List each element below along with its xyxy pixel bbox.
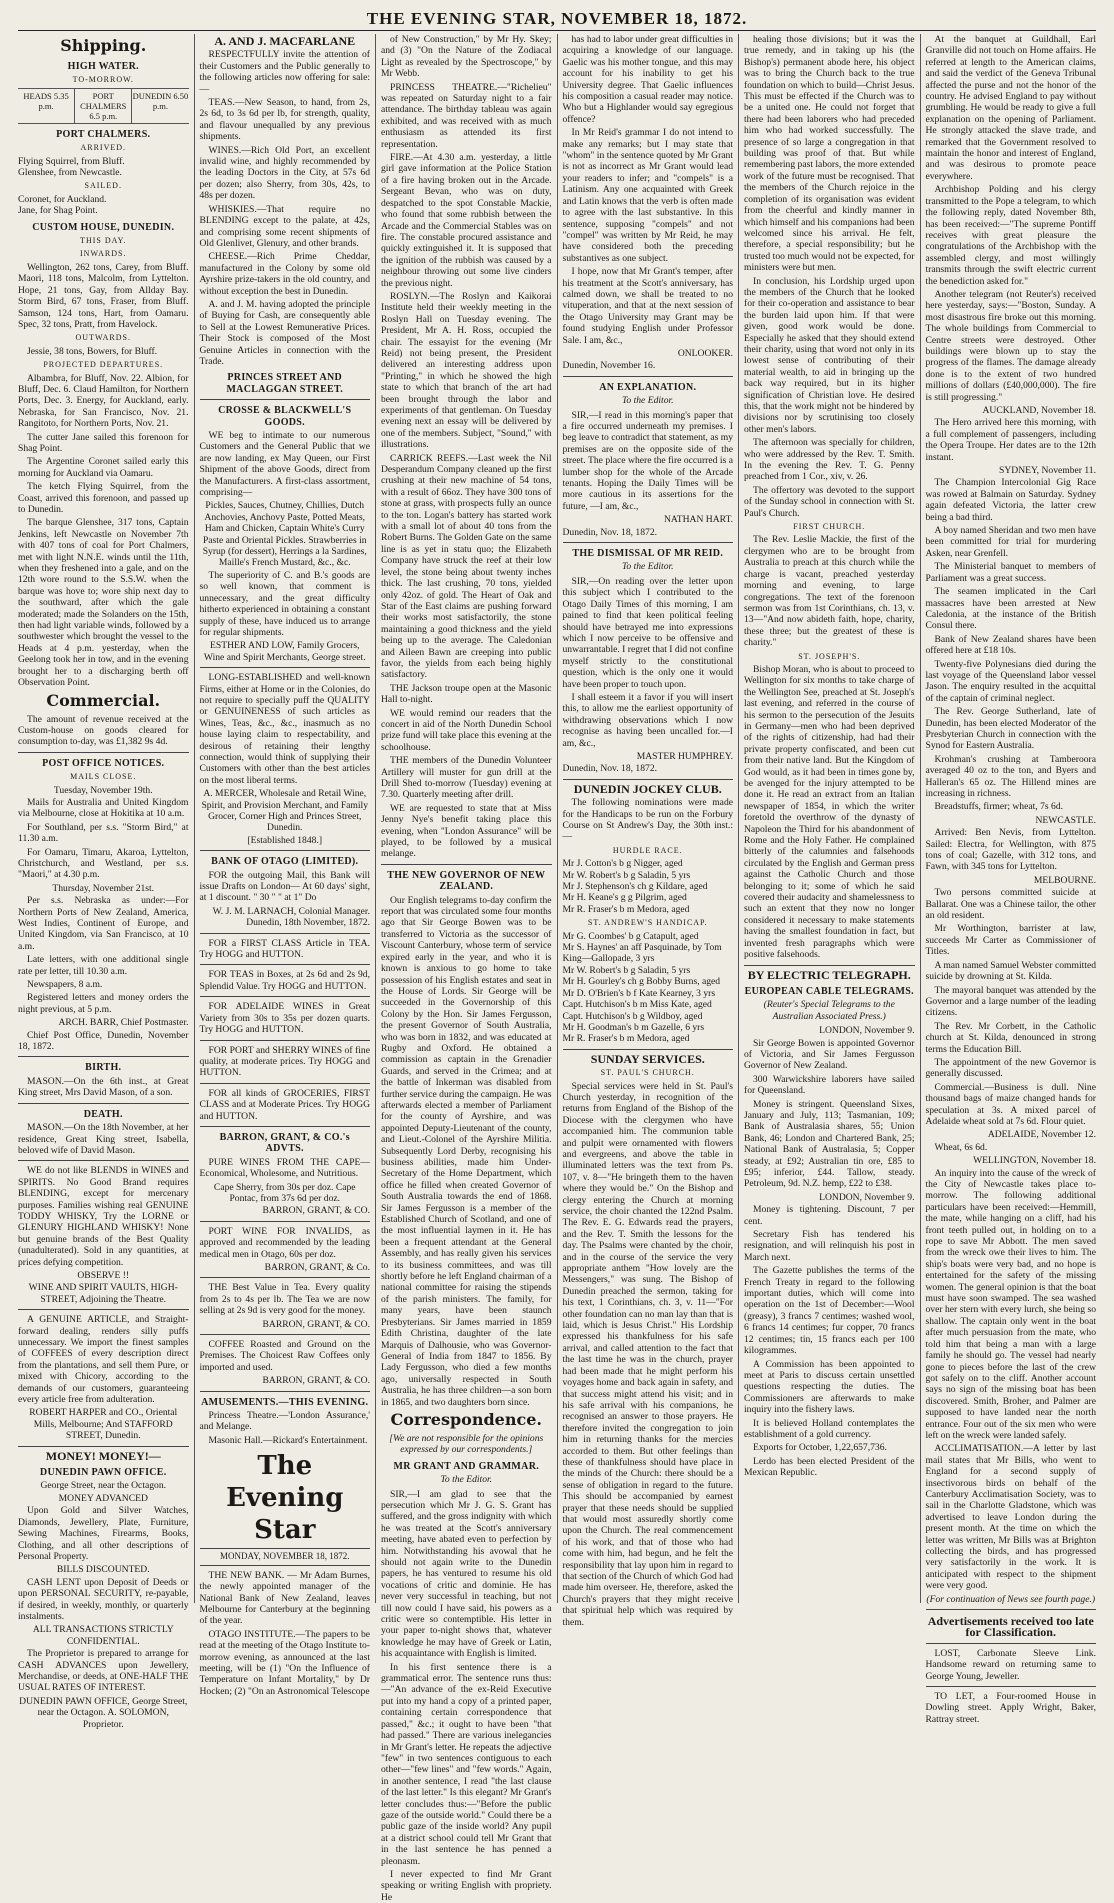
telegram-paragraph: Secretary Fish has tendered his resignation, and will relinquish his post in March next. bbox=[744, 1229, 915, 1263]
race-entry: Mr D. O'Brien's b f Kate Kearney, 3 yrs bbox=[562, 987, 716, 999]
birth-notice: MASON.—On the 6th inst., at Great King street, Mrs David Mason, of a son. bbox=[18, 1075, 189, 1099]
hurdle-race-label: HURDLE RACE. bbox=[612, 845, 683, 855]
arrived-line: Flying Squirrel, from Bluff. bbox=[18, 155, 125, 167]
amusement-item: Princess Theatre.—'London Assurance,' and Melange. bbox=[199, 1410, 370, 1433]
column-2 bbox=[194, 34, 376, 1697]
telegram-paragraph: The Rev. Mr Corbett, in the Catholic church at St. Kilda, denounced in strong terms the Education Bill. bbox=[925, 1020, 1096, 1055]
telegram-paragraph: Breadstuffs, firmer; wheat, 7s 6d. bbox=[934, 801, 1064, 813]
post-office-paragraph: Per s.s. Nebraska as under:—For Northern Ports of New Zealand, America, West Indies, Continent of Europe, and United Kingdom, via San Francisco, at 10 a.m. bbox=[18, 895, 189, 952]
pawn-paragraph: The Proprietor is prepared to arrange for CASH ADVANCES upon Jewellery, Merchandise, or deeds, at ONE-HALF THE USUAL RATES OF INTEREST. bbox=[18, 1648, 189, 1694]
shipping-paragraph: The barque Glenshee, 317 tons, Captain Jenkins, left Newcastle on November 7th with 407 tons of coal for Port Chalmers, met with light N.N.E. winds until the 11th, when they freshened into a gale, and on the 12th wore round to the S.S.W. when the barque was hove to; wore ship next day to the southward, after which the gale moderated; made the Solanders on the 15th, then had light variable winds, followed by a southwester which brought the vessel to the Heads at 4 p.m. yesterday, when the Geelong took her in tow, and in the evening brought her to a discharging berth off Observation Point. bbox=[18, 517, 189, 689]
dateline: SYDNEY, November 11. bbox=[999, 465, 1096, 477]
telegram-paragraph: Commercial.—Business is dull. Nine thousand bags of maize changed hands for speculation at 3s. A mixed parcel of Adelaide wheat sold at 7s 6d. Flour quiet. bbox=[925, 1081, 1096, 1127]
post-office-paragraph: Late letters, with one additional single rate per letter, till 10.30 a.m. bbox=[18, 954, 189, 977]
post-office-paragraph: For Southland, per s.s. "Storm Bird," at 11.30 a.m. bbox=[18, 821, 189, 845]
evening-star-title: The Evening Star bbox=[226, 1451, 344, 1546]
barron-signature: BARRON, GRANT, & CO. bbox=[262, 1375, 370, 1387]
crosse-blackwell-heading: CROSSE & BLACKWELL'S GOODS. bbox=[218, 405, 352, 428]
letter-paragraph: has had to labor under great difficulties in acquiring a knowledge of our language. Gaelic was his mother tongue, and this may account for his inability to get his University degree. That Gaelic influences his composition a casual reader may notice. Who but a Highlander would say egregious offence? bbox=[562, 34, 733, 125]
letter-signature: NATHAN HART. bbox=[663, 514, 733, 526]
divider bbox=[18, 1160, 189, 1161]
services-paragraph: healing those divisions; but it was the true remedy, and in taking up his (the Bishop's) permanent abode here, his object was to bring the Church back to the true foundation on which to build—Christ Jesus. This must be effected if the Church was to be a united one. He could not forget that there had been laborers who had preceded him who had worked successfully. The presence of so large a congregation in that building was proof of that. But while remembering past labors, the more extended work of the future must be recognised. That the members of the Church rejoice in the completion of its organisation was evident from the cheerful and kindly manner in which himself and his companions had been welcomed since his arrival. He felt, therefore, a special responsibility; but he trusted too much would not be expected, for ministers were but men. bbox=[744, 34, 915, 274]
late-adverts-heading: Advertisements received too late for Classification. bbox=[927, 1614, 1094, 1640]
telegram-paragraph: At the banquet at Guildhall, Earl Granville did not touch on Home affairs. He referred at length to the American claims, and said the verdict of the Geneva Tribunal affected the purse and not the honor of the country. He advised England to pay without grumbling. He would be ready to give a full explanation on the opening of Parliament. He strongly attacked the slave trade, and remarked that the Government resolved to maintain the honor and interest of England, and was desirous to promote peace everywhere. bbox=[925, 34, 1096, 182]
tide-dunedin: DUNEDIN 6.50 p.m. bbox=[131, 89, 188, 123]
mercer-advert: LONG-ESTABLISHED and well-known Firms, either at Home or in the Colonies, do not require to specially puff the QUALITY or GENUINENESS of such articles as Wines, Teas, &c., &c., inasmuch as no house laying claim to respectability, and desirous of retaining their lengthy connection, would think of supplying their Customers with other than the best articles on the most liberal terms. bbox=[199, 672, 370, 786]
pawn-heading: DUNEDIN PAWN OFFICE. bbox=[39, 1467, 167, 1479]
tea-advert: THE Best Value in Tea. Every quality from 2s to 4s per lb. The Tea we are now selling at 2s 9d is very good for the money. bbox=[199, 1282, 370, 1317]
telegram-paragraph: The Gazette publishes the terms of the French Treaty in regard to the following important duties, which will come into operation on the 1st of December:—Wool (greasy), 3 francs 7 centimes; washed wool, 6 francs 14 centimes; fur copper, 70 francs 12 centimes; tin, 15 francs each per 100 kilogrammes. bbox=[744, 1265, 915, 1357]
dateline: WELLINGTON, November 18. bbox=[973, 1155, 1096, 1167]
dateline: NEWCASTLE. bbox=[1035, 814, 1096, 826]
divider bbox=[200, 1040, 371, 1041]
divider bbox=[563, 542, 734, 543]
port-wine-advert: PORT WINE FOR INVALIDS, as approved and recommended by the leading medical men in Otago, 60s per doz. bbox=[199, 1225, 370, 1260]
macfarlane-policy: A. and J. M. having adopted the principle of Buying for Cash, are consequently able to Sell at the Lowest Remunerative Prices. Their Stock is composed of the Most Genuine Articles in connection with the Trade. bbox=[199, 298, 370, 367]
race-entry: Mr G. Coombes' b g Catapult, aged bbox=[562, 930, 699, 942]
shipping-paragraph: The Argentine Coronet sailed early this morning for Auckland via Oamaru. bbox=[18, 456, 189, 479]
macfarlane-address: PRINCES STREET AND MACLAGGAN STREET. bbox=[226, 372, 344, 395]
harper-signature: ROBERT HARPER and CO., Oriental Mills, Melbourne; And STAFFORD STREET, Dunedin. bbox=[29, 1407, 178, 1442]
divider bbox=[18, 1056, 189, 1057]
news-paragraph: THE NEW BANK. — Mr Adam Burnes, the newly appointed manager of the National Bank of New Zealand, leaves Melbourne for Canterbury at the beginning of the year. bbox=[199, 1569, 370, 1627]
telegram-paragraph: Lerdo has been elected President of the Mexican Republic. bbox=[744, 1455, 915, 1479]
post-office-paragraph: Registered letters and money orders the night previous, at 5 p.m. bbox=[18, 992, 189, 1015]
divider bbox=[381, 864, 552, 865]
telegram-paragraph: Money is stringent. Queensland Sixes, January and July, 113; Tasmanian, 109; Bank of Australasia shares, 55; Union Bank, 46; London and Chartered Bank, 25; National Bank of Australasia, 5; Copper steady, at £92; Australian tin ore, £85 to £95; inferior, £44. Tallow, steady. Petroleum, 9d. N.Z. hemp, £22 to £38. bbox=[744, 1098, 915, 1190]
divider bbox=[200, 1391, 371, 1392]
letter-paragraph: I never expected to find Mr Grant speaking or writing English with propriety. He bbox=[381, 1868, 552, 1903]
high-water-heading: HIGH WATER. bbox=[67, 61, 139, 72]
pawn-address: George Street, near the Octagon. bbox=[40, 1480, 167, 1492]
divider bbox=[926, 1686, 1097, 1687]
sailed-line: Jane, for Shag Point. bbox=[18, 205, 98, 217]
news-paragraph: FIRE.—At 4.30 a.m. yesterday, a little girl gave information at the Police Station of a fire having broken out in the Arcade. Sergeant Bevan, who was on duty, despatched to the spot Constable Mackie, who found that some rubbish between the Arcade and the Commercial Stables was on fire. The constable procured assistance and quickly extinguished it. It is supposed that the ignition of the rubbish was caused by a neighbour throwing out some live cinders the previous night. bbox=[381, 152, 552, 289]
telegram-paragraph: The Ministerial banquet to members of Parliament was a great success. bbox=[925, 561, 1096, 584]
macfarlane-title: A. AND J. MACFARLANE bbox=[214, 34, 356, 48]
tide-heads: HEADS 5.35 p.m. bbox=[23, 90, 69, 111]
pawn-signature: DUNEDIN PAWN OFFICE, George Street, near the Octagon. A. SOLOMON, Proprietor. bbox=[19, 1695, 188, 1730]
money-heading: MONEY! MONEY!— bbox=[45, 1448, 161, 1463]
column-4 bbox=[557, 34, 739, 1628]
divider bbox=[200, 996, 371, 997]
telegram-paragraph: A Commission has been appointed to meet at Paris to discuss certain unsettled questions respecting the duties. The Commissioners are afterwards to make inquiry into the fishery laws. bbox=[744, 1358, 915, 1416]
money-advanced-label: MONEY ADVANCED bbox=[58, 1492, 148, 1504]
dateline: AUCKLAND, November 18. bbox=[982, 405, 1096, 416]
sunday-services-heading: SUNDAY SERVICES. bbox=[590, 1051, 705, 1066]
governor-article: Our English telegrams to-day confirm the report that was circulated some four months ago that Sir George Bowen was to be transferred to Victoria as the successor of Viscount Canterbury, whose term of service expired early in the year, and who it is known is anxious to go home to take possession of his English estates and seat in the House of Lords. Sir George will be succeeded in the Governorship of this Colony by the Hon. Sir James Fergusson, the present Governor of South Australia, who was born in 1832, and was educated at Rugby and Oxford. He obtained a commission as captain in the Grenadier Guards, and served in the Crimea; and at the battle of Inkerman was disabled from further service during the campaign. He was afterwards elected a member of Parliament for the county of Ayrshire, and was appointed Deputy-Lieutenant of the county, and Lieut.-Colonel of the Ayrshire Militia. Subsequently Lord Derby, recognising his business abilities, made him Under-Secretary of the Home Department, which office he filled when created Governor of South Australia towards the end of 1868. Sir James Fergusson is a member of the Established Church of Scotland, and one of the most influential laymen in it. He has been a frequent attendant at the General Assembly, and has really given his services to its business committees, and was till shortly before he left England chairman of a national committee for raising the stipends of the parish ministers. The family, for many years, have been staunch Presbyterians. Sir James married in 1859 Edith Christina, daughter of the late Marquis of Dalhousie, who was Governor-General of India from 1847 to 1856. By Lady Fergusson, who died a few months ago, universally respected in South Australia, he has three children—a son born in 1865, and two daughters born since. bbox=[381, 894, 552, 1408]
macfarlane-wines: WINES.—Rich Old Port, an excellent invalid wine, and highly recommended by the leading Doctors in the City, at 57s 6d per dozen; also Sherry, from 30s, 42s, to 48s per dozen. bbox=[199, 144, 370, 202]
post-office-date: Tuesday, November 19th. bbox=[53, 784, 153, 796]
sailed-label: SAILED. bbox=[84, 181, 122, 191]
services-paragraph: The Rev. Leslie Mackie, the first of the clergymen who are to be brought from Australia to preach at this church while the charge is vacant, preached yesterday morning and evening, to large congregations. The text of the forenoon sermon was from 1st Corinthians, ch. 13, v. 13—"And now abideth faith, hope, charity, these three; but the greatest of these is charity." bbox=[744, 534, 915, 649]
port-chalmers-heading: PORT CHALMERS. bbox=[56, 128, 151, 140]
shipping-paragraph: The cutter Jane sailed this forenoon for Shag Point. bbox=[18, 431, 189, 454]
divider bbox=[18, 1103, 189, 1104]
divider bbox=[200, 1221, 371, 1222]
coffee-roasted-advert: COFFEE Roasted and Ground on the Premises. The Choicest Raw Coffees only imported and used. bbox=[199, 1339, 370, 1373]
columns bbox=[18, 34, 1096, 1903]
macfarlane-cheese: CHEESE.—Rich Prime Cheddar, manufactured in the Colony by some old Ayrshire prize-takers in the old country, and without exception the best in Dunedin. bbox=[199, 251, 370, 297]
telegram-paragraph: Another telegram (not Reuter's) received here yesterday, says:—"Boston, Sunday. A most disastrous fire broke out this morning. The whole buildings from Commercial to Centre streets were destroyed. Other buildings were blown up to stay the progress of the flames. The damage already done is to the extent of two hundred millions of dollars (£40,000,000). The fire is still progressing." bbox=[925, 288, 1096, 403]
race-entry: Mr W. Robert's b g Saladin, 5 yrs bbox=[562, 964, 691, 976]
bills-label: BILLS DISCOUNTED. bbox=[56, 1564, 150, 1576]
to-editor-label: To the Editor. bbox=[621, 395, 674, 407]
telegraph-heading: BY ELECTRIC TELEGRAPH. bbox=[747, 967, 911, 982]
news-paragraph: WE would remind our readers that the concert in aid of the North Dunedin School prize fund will take place this evening at the schoolhouse. bbox=[381, 707, 552, 753]
divider bbox=[926, 1609, 1097, 1610]
letter-paragraph: SIR,—I read in this morning's paper that a fire occurred underneath my premises. I beg leave to contradict that statement, as my premises are on the opposite side of the street. The place where the fire occurred is a lumber shop for the whole of the Arcade tenants. Hoping the Daily Times will be more cautious in its assertions for the future, —I am, &c., bbox=[562, 409, 733, 512]
macfarlane-intro: RESPECTFULLY invite the attention of their Customers and the Public generally to the following articles now offering for sale:— bbox=[199, 49, 370, 95]
divider bbox=[200, 933, 371, 934]
dateline: LONDON, November 9. bbox=[819, 1191, 915, 1203]
letter-date: Dunedin, Nov. 18, 1872. bbox=[562, 526, 658, 538]
first-church-label: FIRST CHURCH. bbox=[793, 522, 866, 532]
postmaster-signature: ARCH. BARR, Chief Postmaster. bbox=[58, 1017, 189, 1029]
divider bbox=[200, 1277, 371, 1278]
tide-table bbox=[18, 88, 189, 124]
tomorrow-label: TO-MORROW. bbox=[72, 75, 134, 85]
vaults-label: WINE AND SPIRIT VAULTS, HIGH-STREET, Adjoining the Theatre. bbox=[28, 1282, 178, 1305]
divider bbox=[200, 1083, 371, 1084]
news-paragraph: CARRICK REEFS.—Last week the Nil Desperandum Company cleaned up the first crushing at their new machine of 54 tons, with a result of 66oz. They have 300 tons of stone at grass, with prospects fully an ounce to the ton. Logan's battery has started work with a small lot of about 40 tons from the Robert Burns. The Golden Gate on the same line is as yet in statu quo; the Elizabeth Company have struck the reef at their low level, the stone being about twenty inches thick. The last crushing, 70 tons, yielded only 42oz. of gold. The Heart of Oak and Star of the East claims are pushing forward their works most satisfactorily, the stone maintaining a good thickness and the yield being up to the average. The Caledonian and Aileen Bawn are creeping into public favor, the yields from each being highly satisfactory. bbox=[381, 452, 552, 681]
mercer-signature: A. MERCER, Wholesale and Retail Wine, Spirit, and Provision Merchant, and Family Grocer, Corner High and Princes Street, Dunedin. bbox=[201, 788, 369, 834]
services-paragraph: In conclusion, his Lordship urged upon the members of the Church that he looked for their co-operation and assistance to bear the burden laid upon him. If that were given, good work would be done. Especially he asked that they should extend their charity, using that word not only in its lowest sense of contributing of their material wealth, to aid in bringing up the back way required, but in its higher signification of Christian love. He desired this, that the work might not be hindered by divisions nor by scrutinising too closely other men's labors. bbox=[744, 275, 915, 435]
commercial-heading: Commercial. bbox=[46, 690, 161, 710]
telegram-paragraph: Sir George Bowen is appointed Governor of Victoria, and Sir James Fergusson Governor of New Zealand. bbox=[744, 1037, 915, 1072]
telegram-paragraph: The Rev. George Sutherland, late of Dunedin, has been elected Moderator of the Presbyterian Church in connection with the Synod for Eastern Australia. bbox=[925, 706, 1096, 752]
this-day-label: THIS DAY. bbox=[80, 236, 127, 246]
divider bbox=[18, 752, 189, 753]
telegram-paragraph: 300 Warwickshire laborers have sailed for Queensland. bbox=[744, 1073, 915, 1097]
telegram-paragraph: Wheat, 6s 6d. bbox=[934, 1141, 988, 1153]
pawn-paragraph: CASH LENT upon Deposit of Deeds or upon PERSONAL SECURITY, re-payable, if desired, in weekly, monthly, or quarterly instalments. bbox=[18, 1576, 189, 1622]
arrived-line: Glenshee, from Newcastle. bbox=[18, 167, 122, 179]
race-entry: Capt. Hutchison's b g Wildboy, aged bbox=[562, 1010, 703, 1022]
news-paragraph: ROSLYN.—The Roslyn and Kaikorai Institute held their weekly meeting in the Roslyn Hall on Tuesday evening. The President, Mr A. H. Ross, occupied the chair. The essayist for the evening (Mr Reid) not being present, the President delivered an interesting address upon "Printing," in which he showed the high state to which that branch of the art had been brought through the labor and experiments of that gentleman. On Tuesday evening next an essay will be delivered by one of the members. Subject, "Sound," with illustrations. bbox=[381, 290, 552, 451]
correspondence-heading: Correspondence. bbox=[390, 1409, 542, 1429]
cape-prices: Cape Sherry, from 30s per doz. Cape Pontac, from 37s 6d per doz. bbox=[213, 1181, 356, 1204]
post-office-heading: POST OFFICE NOTICES. bbox=[42, 757, 165, 769]
news-paragraph: OTAGO INSTITUTE.—The papers to be read at the meeting of the Otago Institute to-morrow evening, as announced at the last meeting, will be (1) "On the Influence of Temperature on Infant Mortality," by Dr Hocken; (2) "On an Astronomical Telescope bbox=[199, 1628, 370, 1697]
outwards-text: Jessie, 38 tons, Bowers, for Bluff. bbox=[27, 345, 158, 357]
letter-signature: MASTER HUMPHREY. bbox=[636, 750, 733, 762]
telegram-paragraph: Bank of New Zealand shares have been offered here at £18 10s. bbox=[925, 633, 1096, 657]
race-entry: Mr R. Fraser's b m Medora, aged bbox=[562, 903, 690, 915]
letter-paragraph: SIR,—I am glad to see that the persecution which Mr J. G. S. Grant has suffered, and the gross indignity with which he was treated at the Scott's anniversary meeting, have abated even to perfection by him. Notwithstanding his avowal that he should not again write to the Dunedin papers, he has ventured to resume his old vocations of critic and dominie. He has never very successful in teaching, but not till now could I have said, his powers as a critic were so contemptible. His letter in your paper to-night shows that, whatever knowledge he may have of Greek or Latin, his acquaintance with English is limited. bbox=[381, 1488, 552, 1660]
telegram-paragraph: The mayoral banquet was attended by the Governor and a large number of the leading citizens. bbox=[925, 984, 1096, 1019]
macfarlane-whiskies: WHISKIES.—That require no BLENDING except to the palate, at 42s, and comprising some recent shipments of Old Glenlivet, Glenury, and other brands. bbox=[199, 203, 370, 249]
amusement-item: Masonic Hall.—Rickard's Entertainment. bbox=[208, 1434, 368, 1446]
crosse-blackwell-intro: WE beg to intimate to our numerous Customers and the General Public that we are now landing, ex May Queen, our First Shipment of the above Goods, direct from the Manufacturers. A first-class assortment, comprising— bbox=[199, 430, 370, 499]
st-pauls-label: ST. PAUL'S CHURCH. bbox=[600, 1068, 695, 1078]
telegram-paragraph: A boy named Sheridan and two men have been committed for trial for murdering Asken, near Grenfell. bbox=[925, 525, 1096, 559]
telegram-paragraph: Money is tightening. Discount, 7 per cent. bbox=[744, 1204, 915, 1227]
barron-signature: BARRON, GRANT, & CO. bbox=[262, 1205, 370, 1217]
established-label: [Established 1848.] bbox=[247, 834, 323, 846]
telegram-paragraph: ACCLIMATISATION.—A letter by last mail states that Mr Bills, who went to England for a second supply of insectivorous birds on behalf of the Canterbury Acclimatisation Society, was to sail in the Charlotte Gladstone, which was advertised to leave London during the present month. At the time on which the letter was written, Mr Bills was at Brighton collecting the birds, and has progressed very satisfactorily in the work. It is anticipated with respect to the shipment were very good. bbox=[925, 1443, 1096, 1592]
telegram-paragraph: Exports for October, 1,22,657,736. bbox=[753, 1442, 887, 1454]
divider bbox=[200, 1126, 371, 1127]
amusements-heading: AMUSEMENTS.—THIS EVENING. bbox=[201, 1396, 369, 1408]
divider bbox=[200, 667, 371, 668]
hogg-advert: FOR all kinds of GROCERIES, FIRST CLASS and at Moderate Prices. Try HOGG and HUTTON. bbox=[199, 1087, 370, 1122]
commercial-paragraph: The amount of revenue received at the Custom-house on goods cleared for consumption to-day, was £1,382 9s 4d. bbox=[18, 713, 189, 748]
race-entry: Mr W. Robert's b g Saladin, 5 yrs bbox=[562, 869, 691, 881]
grant-letter-heading: MR GRANT AND GRAMMAR. bbox=[393, 1460, 540, 1472]
race-entry: Mr H. Goodman's b m Gazelle, 6 yrs bbox=[562, 1021, 705, 1033]
divider bbox=[563, 779, 734, 780]
race-entry: Mr H. Keane's g g Pilgrim, aged bbox=[562, 892, 687, 904]
post-office-date: Thursday, November 21st. bbox=[52, 882, 155, 894]
telegram-paragraph: Mr Worthington, barrister at law, succeeds Mr Carter as Commissioner of Titles. bbox=[925, 923, 1096, 958]
news-paragraph: of New Construction," by Mr Hy. Skey; and (3) "On the Nature of the Zodiacal Light as revealed by the Spectroscope," by Mr Webb. bbox=[381, 34, 552, 80]
issue-date: MONDAY, NOVEMBER 18, 1872. bbox=[200, 1548, 371, 1565]
to-editor-label: To the Editor. bbox=[440, 1474, 493, 1486]
telegram-paragraph: An inquiry into the cause of the wreck of the City of Newcastle takes place to-morrow. The following additional particulars have been received:—Hemmill, the mate, while hanging on a cliff, had his front teeth pulled out, in holding on to a rope to save Mr Abbott. The men saved from the wreck owe their lives to him. The ship's boats were very bad, and no hope is entertained for the safety of the missing women. The general opinion is that the boat must have soon swamped. The sea washed over her stern with every lurch, she being so shallow. The captain only went in the boat after much persuasion from the mate, who told him that being a man with a large family he should go. The vessel had nearly gone to pieces before the last of the crew got safely on to the cliff. Another account says no sign of the missing boat has been discovered. Smith, Broher, and Palmer are supposed to have landed near the north entrance. Four out of the six men who were left on the wreck were landed safely. bbox=[925, 1167, 1096, 1441]
projected-label: PROJECTED DEPARTURES. bbox=[43, 360, 164, 370]
post-office-paragraph: Newspapers, 8 a.m. bbox=[27, 979, 103, 991]
letter-signature: ONLOOKER. bbox=[677, 347, 733, 359]
masthead: THE EVENING STAR, NOVEMBER 18, 1872. bbox=[18, 8, 1096, 31]
death-heading: DEATH. bbox=[83, 1108, 123, 1120]
letter-paragraph: In Mr Reid's grammar I do not intend to make any remarks; but I may state that "whom" in the sentence quoted by Mr Grant is not as incorrect as Mr Grant would lead your readers to infer; and "compels" is a Latinism. Any one acquainted with Greek and Latin knows that the verb is often made to agree with the last substantive. In this sentence, supposing "compels" and not "compel" was written by Mr Reid, he may have considered both the preceding substantives as one subject. bbox=[562, 127, 733, 264]
telegram-paragraph: Arrived: Ben Nevis, from Lyttelton. Sailed: Electra, for Wellington, with 875 tons of coal; Gazelle, with 312 tons, and Fawn, with 345 tons for Lyttelton. bbox=[925, 827, 1096, 873]
divider bbox=[926, 1643, 1097, 1644]
post-office-place: Chief Post Office, Dunedin, November 18, 1872. bbox=[18, 1029, 189, 1053]
custom-house-heading: CUSTOM HOUSE, DUNEDIN. bbox=[32, 221, 175, 233]
european-cable-heading: EUROPEAN CABLE TELEGRAMS. bbox=[744, 985, 914, 997]
projected-text: Albambra, for Bluff, Nov. 22. Albion, for Bluff, Dec. 6. Claud Hamilton, for Northern Ports, Dec. 3. Energy, for Auckland, early. Nebraska, for San Francisco, Nov. 21. Rangitoto, for Northern Ports, Nov. 21. bbox=[18, 372, 189, 430]
race-entry: Mr J. Cotton's b g Nigger, aged bbox=[562, 858, 683, 870]
hogg-advert: FOR ADELAIDE WINES in Great Variety from 30s to 35s per dozen quarts. Try HOGG and HUTTON. bbox=[199, 1001, 370, 1036]
telegram-paragraph: A man named Samuel Webster committed suicide by drowning at St. Kilda. bbox=[925, 959, 1096, 983]
whisky-advert: WE do not like BLENDS in WINES and SPIRITS. No Good Brand requires BLENDING, except for mercenary purposes. Families wishing real GENUINE TODDY WHISKY, Try the LORNE or GLENURY HIGHLAND WHISKY! None but genuine brands of the Best Quality (unadulterated). Sold in any quantities, at prices defying competition. bbox=[18, 1165, 189, 1268]
birth-heading: BIRTH. bbox=[85, 1062, 122, 1074]
hogg-advert: FOR a FIRST CLASS Article in TEA. Try HOGG and HUTTON. bbox=[199, 937, 370, 961]
reuter-note: (Reuter's Special Telegrams to the Australian Associated Press.) bbox=[763, 999, 895, 1022]
dismissal-heading: THE DISMISSAL OF MR REID. bbox=[572, 548, 724, 560]
divider bbox=[563, 376, 734, 377]
telegram-paragraph: Archbishop Polding and his clergy transmitted to the Pope a telegram, to which the following reply, dated November 8th, has been received:—"The supreme Pontiff receives with great pleasure the congratulations of the Archbishop with the assembled clergy, and most willingly transmits through the swift electric current the benediction asked for." bbox=[925, 184, 1096, 287]
shipping-paragraph: The ketch Flying Squirrel, from the Coast, arrived this forenoon, and passed up to Dunedin. bbox=[18, 481, 189, 515]
race-entry: Mr H. Gourley's ch g Bobby Burns, aged bbox=[562, 976, 721, 988]
arrived-label: ARRIVED. bbox=[80, 143, 127, 153]
news-paragraph: THE members of the Dunedin Volunteer Artillery will muster for gun drill at the Drill Shed to-morrow (Tuesday) evening at 7.30. Quarterly meeting after drill. bbox=[381, 755, 552, 801]
st-josephs-label: ST. JOSEPH'S. bbox=[798, 651, 861, 661]
divider bbox=[200, 964, 371, 965]
divider bbox=[200, 399, 371, 400]
services-paragraph: Bishop Moran, who is about to proceed to Wellington for six months to take charge of the Wellington See, preached at St. Joseph's last evening, and referred in the course of his sermon to the persecution of the Jesuits in Germany—men who had been deprived of the rights of citizenship, had had their private property confiscated, and been cut from their native land. But the Kingdom of God would, as it had been in times gone by, be avenged for the injury attempted to be done it. He read an extract from an Italian newspaper of 1854, in which the writer foretold the overthrow of the dynasty of Napoleon the Third for his abandonment of Rome and the Holy Father. He complained bitterly of the calumnies and falsehoods circulated by the English and German press against the Catholic Church and those belonging to it; some of which he said covered their audacity and shamelessness to such an extent that they now no longer considered it necessary to make statements having the smallest foundation in fact, but invented fresh paragraphs which were positive falsehoods. bbox=[744, 663, 915, 961]
dateline: MELBOURNE. bbox=[1033, 874, 1096, 886]
bank-heading: BANK OF OTAGO (LIMITED). bbox=[211, 856, 359, 868]
barron-heading: BARRON, GRANT, & CO.'s ADVTS. bbox=[219, 1131, 350, 1155]
inwards-label: INWARDS. bbox=[80, 249, 127, 259]
explanation-heading: AN EXPLANATION. bbox=[599, 381, 697, 393]
observe-label: OBSERVE !! bbox=[77, 1269, 130, 1281]
letter-paragraph: In his first sentence there is a grammatical error. The sentence runs thus:—"An advance of the ex-Reid Executive put into my hand a copy of a printed paper, containing certain correspondence that passed," &c.; it ought to have been "that had passed." There are various inelegancies in Mr Grant's letter. He repeats the adjective "few" in two sentences contiguous to each other—"few lines" and "few words." Again, in another sentence, I read "the last clause of the last letter." Is this elegant? Mr Grant's letter concludes thus:—"Before the public gaze of the outside world." Could there be a public gaze of the inside world? Any pupil at a district school could tell Mr Grant that in the last sentence he has penned a pleonasm. bbox=[381, 1661, 552, 1867]
crosse-blackwell-note: The superiority of C. and B.'s goods are so well known, that comment is unnecessary, and the great difficulty hitherto experienced in obtaining a constant supply of these, have induced us to arrange for regular shipments. bbox=[199, 569, 370, 638]
telegram-paragraph: It is believed Holland contemplates the establishment of a gold currency. bbox=[744, 1417, 915, 1440]
letter-date: Dunedin, November 16. bbox=[562, 360, 656, 372]
news-paragraph: PRINCESS THEATRE.—"Richelieu" was repeated on Saturday night to a fair attendance. The birthday tableau was again exhibited, and was received with as much enthusiasm as attended its first representation. bbox=[381, 81, 552, 150]
shipping-heading: Shipping. bbox=[60, 36, 147, 55]
race-entry: Capt. Hutchison's b m Miss Kate, aged bbox=[562, 999, 712, 1011]
divider bbox=[18, 1446, 189, 1447]
letter-paragraph: SIR,—On reading over the letter upon this subject which I contributed to the Otago Daily Times of this morning, I am pained to find that keen political feeling should have betrayed me into expressions which I now perceive to be offensive and unwarrantable. I regret that I did not confine myself strictly to the constitutional question, which is the only one it would have been proper to touch upon. bbox=[562, 575, 733, 690]
macfarlane-teas: TEAS.—New Season, to hand, from 2s, 2s 6d, to 3s 6d per lb, for strength, quality, and flavour unequalled by any previous shipments. bbox=[199, 97, 370, 143]
mails-close-label: MAILS CLOSE. bbox=[70, 772, 137, 782]
esther-low-signature: ESTHER AND LOW, Family Grocers, Wine and Spirit Merchants, George street. bbox=[203, 640, 366, 663]
cape-wine-advert: PURE WINES FROM THE CAPE—Economical, Wholesome, and Nutritious. bbox=[199, 1156, 370, 1180]
hogg-advert: FOR PORT and SHERRY WINES of fine quality, at moderate prices. Try HOGG and HUTTON. bbox=[199, 1044, 370, 1079]
coffee-advert: A GENUINE ARTICLE, and Straight-forward dealing, renders silly puffs unnecessary. We import the finest samples of COFFEES of every description direct from the plantations, and sell them Pure, or mixed with Chicory, according to the demands of our customers, guaranteeing every article free from adulteration. bbox=[18, 1314, 189, 1406]
classified-advert: TO LET, a Four-roomed House in Dowling street. Apply Wright, Baker, Rattray street. bbox=[925, 1691, 1096, 1725]
letter-paragraph: I hope, now that Mr Grant's temper, after his treatment at the Scott's anniversary, has calmed down, we shall be treated to no vituperation, and that at the next session of the Otago University may Grant may be found studying English under Professor Sale. I am, &c., bbox=[562, 266, 733, 346]
telegram-paragraph: The seamen implicated in the Carl massacres have been arrested at New Caledonia, at the instance of the British Consul there. bbox=[925, 586, 1096, 632]
telegram-paragraph: The Hero arrived here this morning, with a full complement of passengers, including the Opera Troupe. Her dates are to the 12th instant. bbox=[925, 417, 1096, 463]
telegram-paragraph: The Champion Intercolonial Gig Race was rowed at Balmain on Saturday. Sydney again defeated Victoria, the latter crew being a bad third. bbox=[925, 477, 1096, 523]
governor-heading: THE NEW GOVERNOR OF NEW ZEALAND. bbox=[387, 869, 546, 893]
letter-date: Dunedin, Nov. 18, 1872. bbox=[562, 763, 658, 775]
hogg-advert: FOR TEAS in Boxes, at 2s 6d and 2s 9d, Splendid Value. Try HOGG and HUTTON. bbox=[199, 969, 370, 992]
telegram-paragraph: Two persons committed suicide at Ballarat. One was a Chinese tailor, the other an old resident. bbox=[925, 887, 1096, 922]
column-5 bbox=[738, 34, 920, 1603]
continuation-note: (For continuation of News see fourth page.) bbox=[926, 1593, 1096, 1605]
telegram-paragraph: Krohman's crushing at Tamberoora averaged 40 oz to the ton, and Byers and Halleran's 65 oz. The Hillend mines are increasing in richness. bbox=[925, 753, 1096, 799]
post-office-paragraph: For Oamaru, Timaru, Akaroa, Lyttelton, Christchurch, and Westland, per s.s. "Maori," at 4.30 p.m. bbox=[18, 846, 189, 881]
telegram-paragraph: The appointment of the new Governor is generally discussed. bbox=[925, 1056, 1096, 1080]
divider bbox=[200, 1334, 371, 1335]
divider bbox=[200, 850, 371, 851]
crosse-blackwell-list: Pickles, Sauces, Chutney, Chillies, Dutch Anchovies, Anchovy Paste, Potted Meats, Ham and Chicken, Captain White's Curry Paste and Oriental Pickles. Strawberries in Syrup (for dessert), Herrings a la Sardines, Maille's French Mustard, &c., &c. bbox=[202, 500, 367, 569]
column-1 bbox=[18, 34, 194, 1730]
news-paragraph: THE Jackson troupe open at the Masonic Hall to-night. bbox=[381, 682, 552, 706]
to-editor-label: To the Editor. bbox=[621, 561, 674, 573]
bank-notice: FOR the outgoing Mail, this Bank will issue Drafts on London— At 60 days' sight, at 1 discount. " 30 " " at 1" Do bbox=[199, 869, 370, 904]
sunday-services-article: Special services were held in St. Paul's Church yesterday, in recognition of the returns from England of the Bishop of the Diocese with the clergymen who have accompanied him. The communion table and pulpit were ornamented with flowers and evergreens, and above the table in illuminated letters was the text from Ps. 107, v. 8—"He bringeth them to the haven where they would be." On the Bishop and clergy entering the Church at morning service, the choir chanted the 122nd Psalm. The Rev. E. G. Edwards read the prayers, and the Rev. T. Smith the lessons for the day. The Psalms were chanted by the choir, and in the course of the service the very appropriate anthem "How lovely are the Messengers," was sung. The Bishop of Dunedin preached the sermon, taking for his text, 1 Corinthians, ch. 3, v. 11—"For other foundation can no man lay than that is laid, which is Jesus Christ." His Lordship expressed his thankfulness for his safe arrival, and called attention to the fact that the last time he was in the church, prayer had been made that he might perform his voyages home and back again in safety, and that success might attend his visit; and in his safe arrival with his companions, he recognised an answer to those prayers. He therefore invited the congregation to join him in returning thanks for the mercies accorded to them. But other feelings than these of thankfulness should have place in the minds of the Church: there should be a sense of obligation in regard to the future. This should be accompanied by earnest prayer that these needs should be supplied that would most assuredly shortly come upon the Church. The real commencement of his work, and that of those who had come with him, had begun, and he felt the responsibility that lay upon him in regard to that section of the Church of which God had made him overseer. He, therefore, asked the Church's prayers that they might receive that spiritual help which was required by them. bbox=[562, 1080, 734, 1628]
divider bbox=[744, 965, 915, 966]
services-paragraph: The afternoon was specially for children, who were addressed by the Rev. T. Smith. In the evening the Rev. T. G. Penny preached from 1 Cor., xiv, v. 26. bbox=[744, 437, 915, 483]
jockey-club-heading: DUNEDIN JOCKEY CLUB. bbox=[573, 781, 722, 796]
race-entry: Mr R. Fraser's b m Medora, aged bbox=[562, 1033, 690, 1045]
bank-signature: W. J. M. LARNACH, Colonial Manager. Dunedin, 18th November, 1872. bbox=[212, 905, 370, 929]
divider bbox=[563, 1049, 734, 1050]
column-6 bbox=[920, 34, 1097, 1725]
confidential-label: ALL TRANSACTIONS STRICTLY CONFIDENTIAL. bbox=[32, 1624, 174, 1647]
classified-advert: LOST, Carbonate Sleeve Link. Handsome reward on returning same to George Young, Jeweller. bbox=[925, 1647, 1096, 1682]
divider bbox=[18, 1309, 189, 1310]
barron-signature: BARRON, GRANT, & Co. bbox=[264, 1262, 370, 1273]
dateline: ADELAIDE, November 12. bbox=[987, 1129, 1096, 1141]
services-paragraph: The offertory was devoted to the support of the Sunday school in connection with St. Paul's Church. bbox=[744, 484, 915, 519]
telegram-paragraph: Twenty-five Polynesians died during the last voyage of the Queensland labor vessel Jason. The enquiry resulted in the acquittal of the captain of criminal neglect. bbox=[925, 658, 1096, 704]
column-3 bbox=[375, 34, 557, 1903]
correspondence-note: [We are not responsible for the opinions expressed by our correspondents.] bbox=[389, 1432, 544, 1456]
barron-signature: BARRON, GRANT, & CO. bbox=[262, 1318, 370, 1330]
race-entry: Mr J. Stephenson's ch g Kildare, aged bbox=[562, 881, 708, 893]
letter-paragraph: I shall esteem it a favor if you will insert this, to allow me the earliest opportunity of withdrawing observations which I now recognise as having been uncalled for.—I am, &c., bbox=[562, 691, 733, 749]
st-andrews-label: ST. ANDREW'S HANDICAP. bbox=[587, 918, 708, 928]
jockey-club-intro: The following nominations were made for the Handicaps to be run on the Forbury Course on St Andrew's Day, the 30th inst.:— bbox=[562, 797, 733, 843]
dateline: LONDON, November 9. bbox=[819, 1025, 915, 1037]
pawn-paragraph: Upon Gold and Silver Watches, Diamonds, Jewellery, Plate, Furniture, Sewing Machines, Firearms, Books, Clothing, and all other descriptions of Personal Property. bbox=[18, 1505, 189, 1562]
tide-port-chalmers: PORT CHALMERS 6.5 p.m. bbox=[74, 89, 131, 123]
post-office-paragraph: Mails for Australia and United Kingdom via Melbourne, close at Hokitika at 10 a.m. bbox=[18, 796, 189, 820]
outwards-label: OUTWARDS. bbox=[75, 333, 131, 343]
sailed-line: Coronet, for Auckland. bbox=[18, 193, 107, 205]
death-notice: MASON.—On the 18th November, at her residence, Great King street, Isabella, beloved wife of David Mason. bbox=[18, 1122, 189, 1156]
race-entry: Mr S. Haynes' an aff Pasquinade, by Tom King—Gallopade, 3 yrs bbox=[562, 942, 722, 965]
inwards-text: Wellington, 262 tons, Carey, from Bluff. Maori, 118 tons, Malcolm, from Lyttelton. Hope, 21 tons, Gay, from Allday Bay. Storm Bird, 67 tons, Fraser, from Bluff. Samson, 124 tons, Hart, from Oamaru. Spec, 32 tons, Pratt, from Havelock. bbox=[18, 261, 189, 330]
news-paragraph: WE are requested to state that at Miss Jenny Nye's benefit taking place this evening, when "London Assurance" will be played, to be followed by a musical melange. bbox=[381, 802, 552, 860]
